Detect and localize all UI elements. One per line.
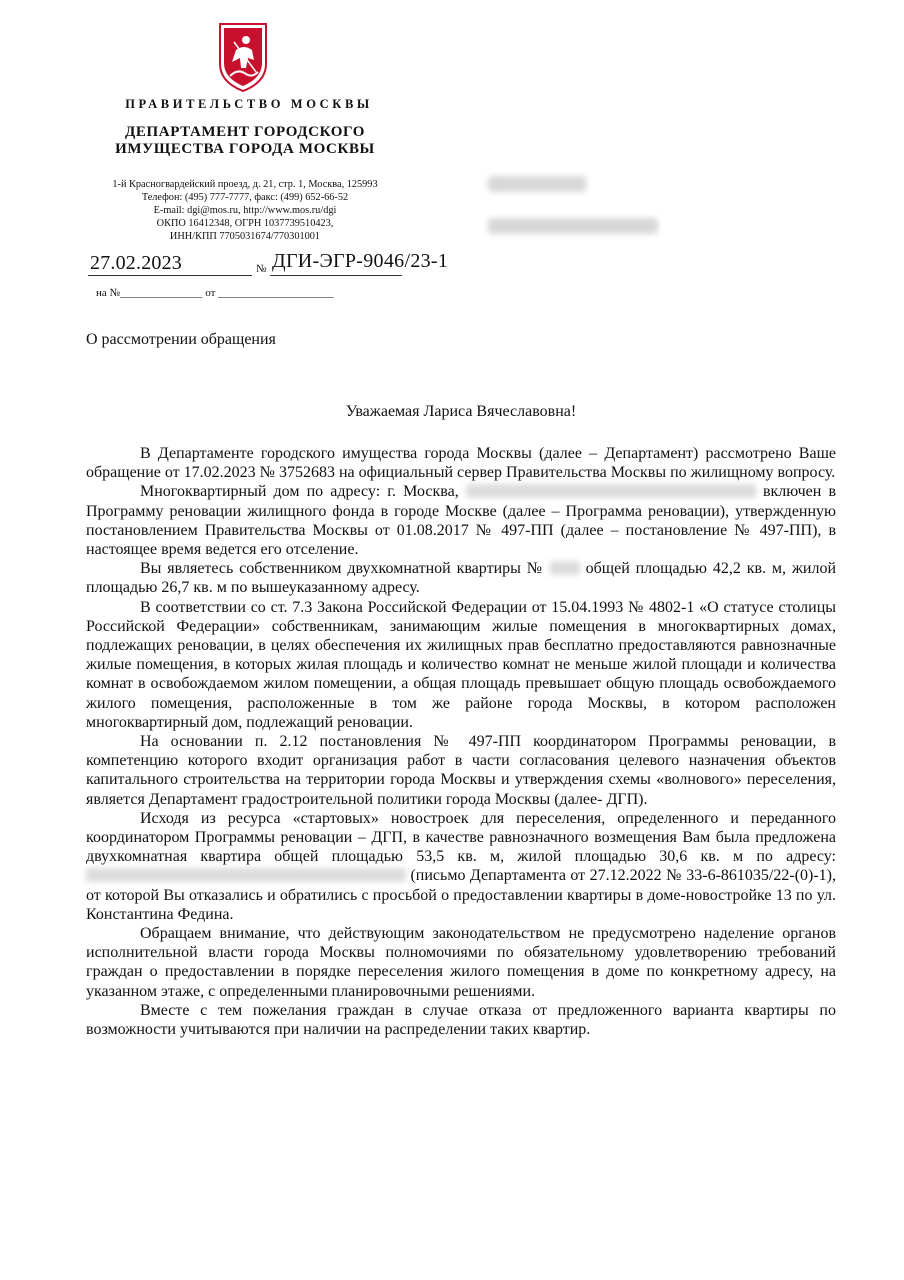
government-title: ПРАВИТЕЛЬСТВО МОСКВЫ: [125, 97, 373, 111]
contact-email: E-mail: dgi@mos.ru, http://www.mos.ru/dgi: [153, 205, 337, 216]
date-underline: [88, 275, 252, 276]
department-line-1: ДЕПАРТАМЕНТ ГОРОДСКОГО: [124, 124, 366, 140]
paragraph-7: Обращаем внимание, что действующим законодательством не предусмотрено наделение органов исполнительной власти города Москвы полномочиями по обязательному удовлетворению требований граждан о предоставлении в порядке переселения жилого помещения в доме по конкретному адресу, на указанном этаже, с определенными планировочными решениями.: [86, 925, 836, 1000]
paragraph-3-end: общей площадью 42,2 кв. м, жилой площадью 26,7 кв. м по вышеуказанному адресу.: [86, 560, 837, 597]
redacted-offered-address: [86, 868, 406, 882]
reference-line: на №_______________ от _____________________: [96, 287, 334, 299]
contact-address: 1-й Красногвардейский проезд, д. 21, стр. 1, Москва, 125993: [112, 179, 378, 190]
salutation: Уважаемая Лариса Вячеславовна!: [345, 403, 577, 420]
number-underline: [270, 275, 402, 276]
paragraph-1: В Департаменте городского имущества города Москвы (далее – Департамент) рассмотрено Ваше обращение от 17.02.2023 № 3752683 на официальный сервер Правительства Москвы по жилищному вопросу.: [86, 445, 836, 482]
department-line-2: ИМУЩЕСТВА ГОРОДА МОСКВЫ: [115, 141, 375, 157]
contact-okpo: ОКПО 16412348, ОГРН 1037739510423,: [156, 218, 334, 229]
paragraph-3-start: Вы являетесь собственником двухкомнатной квартиры №: [140, 560, 544, 578]
number-sign: №: [256, 263, 267, 275]
redacted-apartment-number: [550, 561, 580, 575]
paragraph-5: На основании п. 2.12 постановления № 497-ПП координатором Программы реновации, в компетенцию которого входит организация работ в части согласования целевого назначения объектов капитального строительства на территории города Москвы и утверждения схемы «волнового» переселения, является Департамент градостроительной политики города Москвы (далее- ДГП).: [86, 733, 836, 808]
letter-date: 27.02.2023: [90, 252, 182, 274]
contact-phone: Телефон: (495) 777-7777, факс: (499) 652-66-52: [141, 192, 349, 203]
paragraph-6-end: (письмо Департамента от 27.12.2022 № 33-6-861035/22-(0)-1), от которой Вы отказались и обратились с просьбой о предоставлении квартиры в доме-новостройке 13 по ул. Константина Федина.: [86, 867, 837, 923]
paragraph-8: Вместе с тем пожелания граждан в случае отказа от предложенного варианта квартиры по возможности учитываются при наличии на распределении таких квартир.: [86, 1001, 836, 1039]
department-contacts: [80, 178, 410, 243]
letter-body: [86, 444, 836, 1039]
paragraph-6: [86, 809, 836, 924]
paragraph-2: [86, 482, 836, 559]
paragraph-6-start: Исходя из ресурса «стартовых» новостроек для переселения, определенного и переданного координатором Программы реновации – ДГП, в качестве равнозначного возмещения Вам была предложена двухкомнатная квартира общей площадью 53,5 кв. м, жилой площадью 30,6 кв. м по адресу:: [86, 809, 836, 866]
letter-subject: О рассмотрении обращения: [86, 331, 276, 348]
redacted-addressee-name: [488, 176, 586, 192]
paragraph-4: В соответствии со ст. 7.3 Закона Российской Федерации от 15.04.1993 № 4802-1 «О статусе столицы Российской Федерации» собственникам, занимающим жилые помещения в многоквартирных домах, подлежащих реновации, в целях обеспечения их жилищных прав бесплатно предоставляются равнозначные жилые помещения, в которых жилая площадь и количество комнат не меньше жилой площади и количества комнат в освобождаемом жилом помещении, а общая площадь превышает общую площадь освобождаемого жилого помещения, расположенные в том же районе города Москвы, в котором расположен многоквартирный дом, подлежащий реновации.: [86, 598, 836, 731]
moscow-coat-of-arms-icon: [216, 20, 270, 94]
paragraph-2-start: Многоквартирный дом по адресу: г. Москва,: [140, 483, 459, 501]
contact-inn: ИНН/КПП 7705031674/770301001: [169, 231, 321, 242]
redacted-addressee-address: [488, 218, 658, 234]
paragraph-3: [86, 559, 836, 597]
paragraph-2-end: включен в Программу реновации жилищного фонда в городе Москве (далее – Программа реновации), утвержденную постановлением Правительства Москвы от 01.08.2017 № 497-ПП (далее – постановление № 497-ПП), в настоящее время ведется его отселение.: [86, 483, 836, 559]
department-name: [80, 124, 410, 158]
registration-number: ДГИ-ЭГР-9046/23-1: [272, 250, 449, 272]
redacted-address: [466, 484, 756, 498]
